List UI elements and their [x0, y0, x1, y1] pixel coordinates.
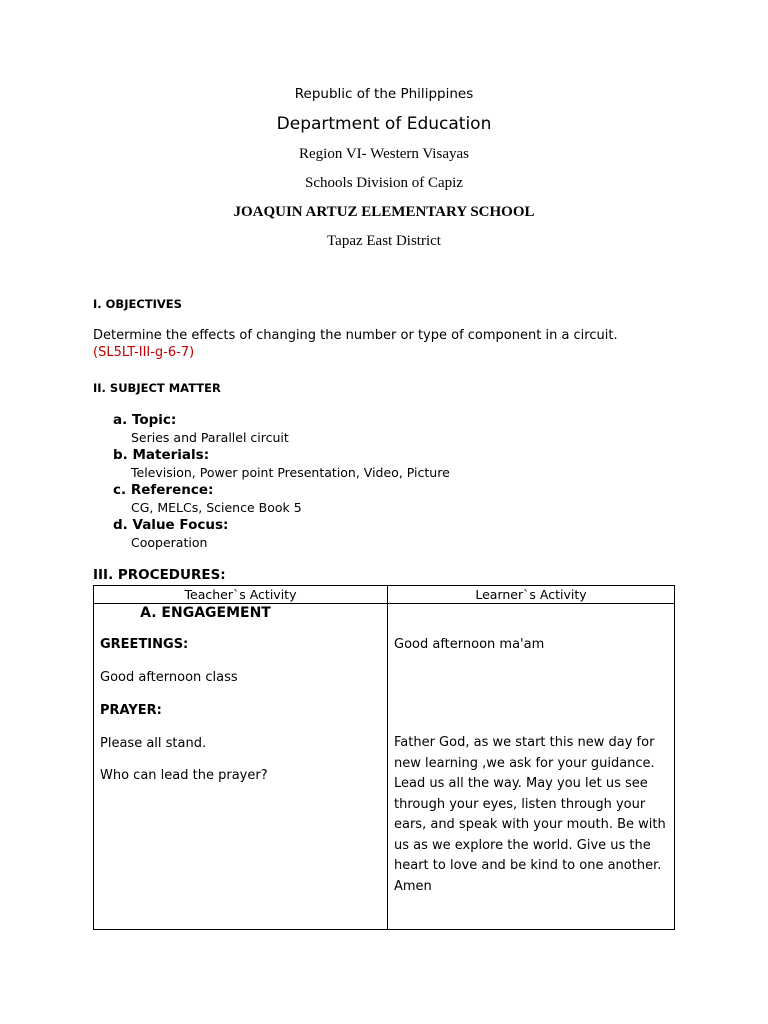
subject-matter-item-value-focus	[113, 516, 673, 551]
table-header-row	[94, 586, 675, 604]
subject-matter-value: Series and Parallel circuit	[131, 430, 289, 445]
procedures-table	[93, 585, 675, 930]
objectives-text: Determine the effects of changing the number or type of component in a circuit.	[93, 328, 618, 343]
prayer-label: PRAYER:	[100, 703, 162, 718]
subject-matter-item-reference	[113, 481, 673, 516]
column-header-learner: Learner`s Activity	[388, 586, 675, 604]
header-division: Schools Division of Capiz	[305, 175, 463, 191]
objectives-heading: I. OBJECTIVES	[93, 297, 182, 311]
subject-matter-value: CG, MELCs, Science Book 5	[131, 500, 302, 515]
learner-prayer: Father God, as we start this new day for new learning ,we ask for your guidance. Lead us all the way. May you let us see through your eyes, listen through your ears, and speak with your mouth. Be with us as we explore the world. Give us the heart to love and be kind to one another. Amen	[394, 735, 666, 894]
table-row	[94, 604, 675, 930]
subject-matter-item-topic	[113, 411, 673, 446]
header-school-name: JOAQUIN ARTUZ ELEMENTARY SCHOOL	[233, 204, 535, 220]
teacher-stand-instruction: Please all stand.	[100, 736, 207, 751]
column-header-teacher: Teacher`s Activity	[94, 586, 388, 604]
learner-activity-cell	[388, 604, 675, 930]
subject-matter-value: Television, Power point Presentation, Video, Picture	[131, 465, 450, 480]
subject-matter-label: a. Topic:	[113, 412, 177, 428]
learner-greeting: Good afternoon ma'am	[394, 637, 545, 652]
subject-matter-label: b. Materials:	[113, 447, 210, 463]
engagement-heading: A. ENGAGEMENT	[140, 605, 271, 621]
subject-matter-list	[113, 411, 673, 551]
teacher-greeting: Good afternoon class	[100, 670, 238, 685]
procedures-heading: III. PROCEDURES:	[93, 567, 226, 583]
subject-matter-label: d. Value Focus:	[113, 517, 229, 533]
header-republic: Republic of the Philippines	[294, 86, 474, 102]
teacher-lead-prayer-question: Who can lead the prayer?	[100, 768, 268, 783]
header-district: Tapaz East District	[327, 233, 441, 249]
header-region: Region VI- Western Visayas	[299, 146, 469, 162]
greetings-label: GREETINGS:	[100, 637, 189, 652]
objectives-code: (SL5LT-III-g-6-7)	[93, 345, 195, 360]
subject-matter-value: Cooperation	[131, 535, 208, 550]
teacher-activity-cell	[94, 604, 388, 930]
subject-matter-label: c. Reference:	[113, 482, 214, 498]
subject-matter-heading: II. SUBJECT MATTER	[93, 381, 221, 395]
header-department: Department of Education	[276, 114, 492, 134]
subject-matter-item-materials	[113, 446, 673, 481]
